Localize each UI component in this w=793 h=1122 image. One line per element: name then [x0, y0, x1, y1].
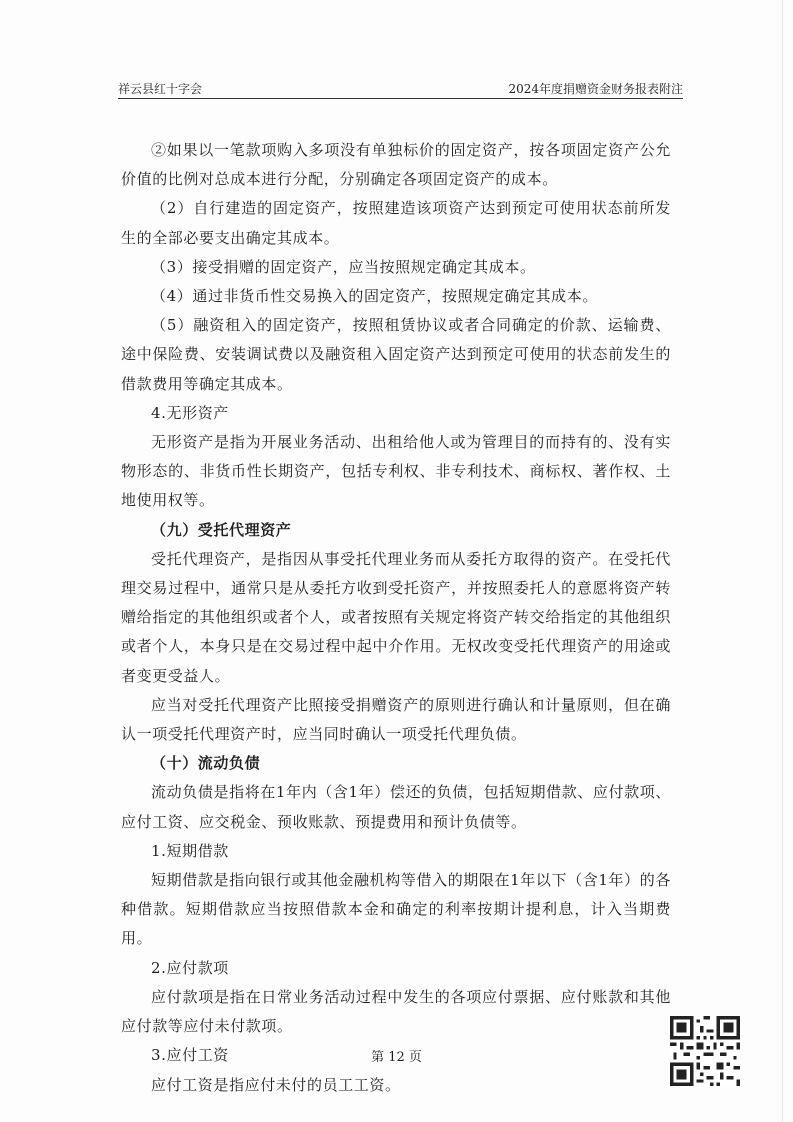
- subheading: 2.应付款项: [151, 958, 229, 977]
- qr-code: [670, 1016, 740, 1086]
- paragraph: （4）通过非货币性交易换入的固定资产，按照规定确定其成本。: [151, 287, 598, 306]
- paragraph: （2）自行建造的固定资产，按照建造该项资产达到预定可使用状态前所发生的全部必要支出确定其成本。: [121, 199, 671, 247]
- subheading: 3.应付工资: [151, 1046, 229, 1065]
- subheading: 1.短期借款: [151, 841, 229, 860]
- header-title: 2024年度捐赠资金财务报表附注: [508, 82, 683, 96]
- paragraph: 受托代理资产，是指因从事受托代理业务而从委托方取得的资产。在受托代理交易过程中，通常只是从委托方收到受托资产，并按照委托人的意愿将资产转赠给指定的其他组织或者个人，或者按照有关规定将资产转交给指定的其他组织或者个人，本身只是在交易过程中起中介作用。无权改变受托代理资产的用途或者变更受益人。: [121, 549, 671, 685]
- subheading: 4.无形资产: [151, 403, 229, 422]
- section-heading: （九）受托代理资产: [151, 520, 292, 539]
- paragraph: （5）融资租入的固定资产，按照租赁协议或者合同确定的价款、运输费、途中保险费、安装调试费以及融资租入固定资产达到预定可使用的状态前发生的借款费用等确定其成本。: [121, 316, 671, 393]
- paragraph: （3）接受捐赠的固定资产，应当按照规定确定其成本。: [151, 257, 536, 276]
- paragraph: 应付工资是指应付未付的员工工资。: [151, 1075, 401, 1094]
- paragraph: 应当对受托代理资产比照接受捐赠资产的原则进行确认和计量原则，但在确认一项受托代理资产时，应当同时确认一项受托代理负债。: [121, 695, 671, 744]
- paragraph: 无形资产是指为开展业务活动、出租给他人或为管理目的而持有的、没有实物形态的、非货币性长期资产，包括专利权、非专利技术、商标权、著作权、土地使用权等。: [121, 433, 671, 510]
- paragraph: 短期借款是指向银行或其他金融机构等借入的期限在1年以下（含1年）的各种借款。短期借款应当按照借款本金和确定的利率按期计提利息，计入当期费用。: [121, 871, 671, 948]
- paragraph: 应付款项是指在日常业务活动过程中发生的各项应付票据、应付账款和其他应付款等应付未付款项。: [121, 987, 671, 1036]
- document-body: [121, 136, 671, 1100]
- section-heading: （十）流动负债: [151, 754, 261, 773]
- page-number: 第 12 页: [371, 1050, 422, 1065]
- paragraph: 流动负债是指将在1年内（含1年）偿还的负债，包括短期借款、应付款项、应付工资、应交税金、预收账款、预提费用和预计负债等。: [121, 783, 671, 831]
- scan-edge: [782, 0, 783, 1122]
- header-org: 祥云县红十字会: [118, 82, 203, 96]
- paragraph: ②如果以一笔款项购入多项没有单独标价的固定资产，按各项固定资产公允价值的比例对总成本进行分配，分别确定各项固定资产的成本。: [121, 141, 671, 189]
- page-header: [118, 78, 683, 99]
